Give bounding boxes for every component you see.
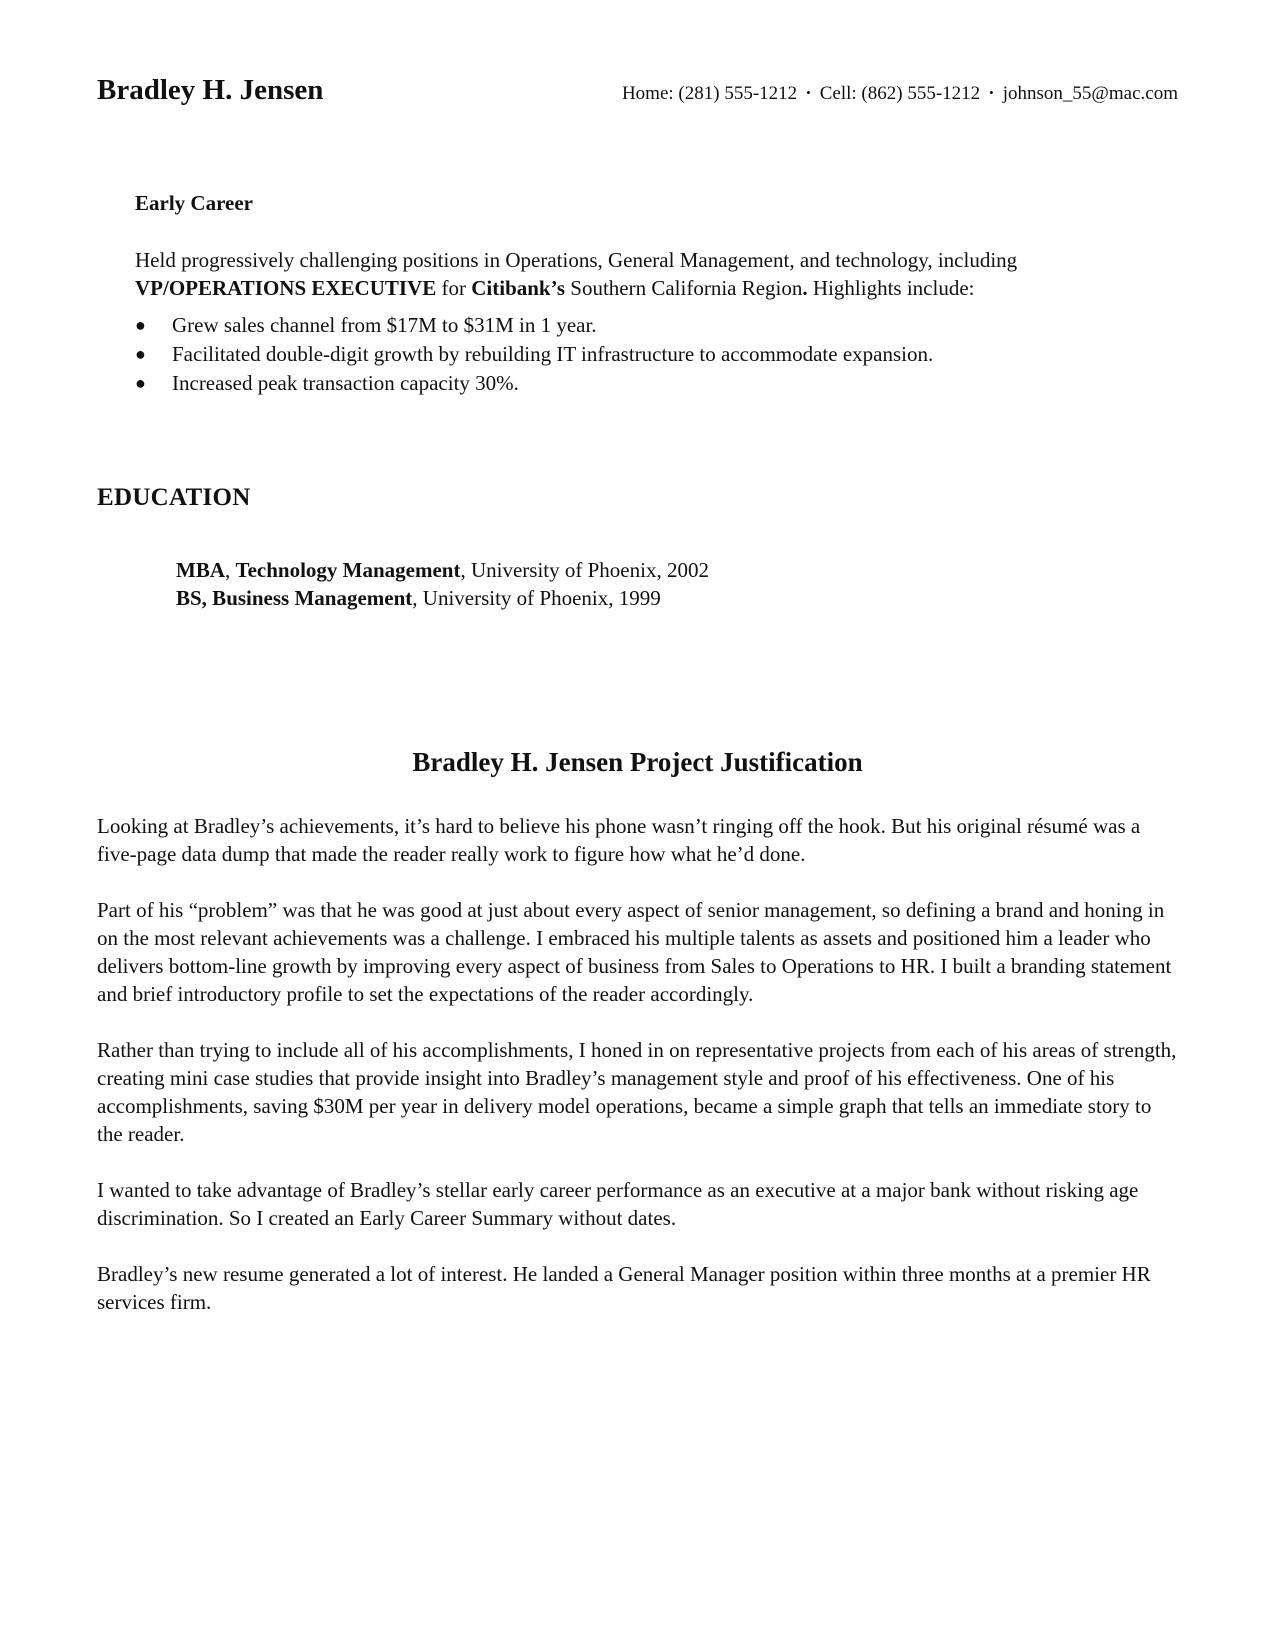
bullet-text: Facilitated double-digit growth by rebuilding IT infrastructure to accommodate expansion. (172, 342, 934, 366)
intro-for: for (436, 276, 472, 300)
email-address: johnson_55@mac.com (1002, 83, 1178, 104)
paragraph: Part of his “problem” was that he was good at just about every aspect of senior management, so defining a brand and honing in on the most relevant achievements was a challenge. I embraced his multiple talents as assets and positioned him a leader who delivers bottom-line growth by improving every aspect of business from Sales to Operations to HR. I built a branding statement and brief introductory profile to set the expectations of the reader accordingly. (97, 898, 1172, 1006)
degree-field: Technology Management (235, 558, 461, 582)
home-phone: Home: (281) 555-1212 (621, 83, 798, 104)
list-item (135, 340, 933, 369)
bullet-icon: ● (135, 315, 146, 335)
degree-school: , University of Phoenix, 2002 (460, 558, 709, 582)
contact-line (622, 83, 1178, 105)
region-text: Southern California Region (565, 276, 803, 300)
education-list (176, 556, 709, 612)
degree-entry (176, 556, 709, 584)
paragraph: Rather than trying to include all of his accomplishments, I honed in on representative projects from each of his areas of strength, creating mini case studies that provide insight into Bradley’s management style and proof of his effectiveness. One of his accomplishments, saving $30M per year in delivery model operations, became a simple graph that tells an immediate story to the reader. (97, 1038, 1177, 1146)
candidate-name: Bradley H. Jensen (97, 74, 324, 106)
list-item (135, 311, 933, 340)
degree-name: BS, Business Management (176, 586, 413, 610)
list-item (135, 369, 933, 398)
paragraph: I wanted to take advantage of Bradley’s stellar early career performance as an executive at a major bank without risking age discrimination. So I created an Early Career Summary without dates. (97, 1178, 1139, 1230)
education-heading: EDUCATION (97, 484, 251, 511)
separator-dot: • (806, 85, 811, 100)
paragraph: Bradley’s new resume generated a lot of interest. He landed a General Manager position within three months at a premier HR services firm. (97, 1262, 1151, 1314)
early-career-bullets (135, 311, 933, 398)
highlights-text: Highlights include: (807, 276, 975, 300)
bullet-icon: ● (135, 344, 146, 364)
cell-phone: Cell: (862) 555-1212 (819, 83, 981, 104)
intro-period: . (802, 276, 808, 300)
separator-dot: • (989, 85, 994, 100)
early-career-heading: Early Career (135, 191, 253, 215)
role-title: VP/OPERATIONS EXECUTIVE (135, 276, 437, 300)
degree-entry (176, 584, 709, 612)
degree-name: MBA (176, 558, 225, 582)
degree-school: , University of Phoenix, 1999 (412, 586, 661, 610)
intro-text: Held progressively challenging positions in Operations, General Management, and technology, including (135, 248, 1018, 272)
bullet-icon: ● (135, 373, 146, 393)
early-career-intro (135, 246, 1115, 302)
justification-title: Bradley H. Jensen Project Justification (412, 747, 863, 777)
degree-sep: , (225, 558, 236, 582)
justification-body (97, 812, 1182, 1344)
paragraph: Looking at Bradley’s achievements, it’s hard to believe his phone wasn’t ringing off the hook. But his original résumé was a five-page data dump that made the reader really work to figure how what he’d done. (97, 814, 1141, 866)
company-name: Citibank’s (471, 276, 566, 300)
bullet-text: Grew sales channel from $17M to $31M in 1 year. (172, 313, 597, 337)
bullet-text: Increased peak transaction capacity 30%. (172, 371, 519, 395)
